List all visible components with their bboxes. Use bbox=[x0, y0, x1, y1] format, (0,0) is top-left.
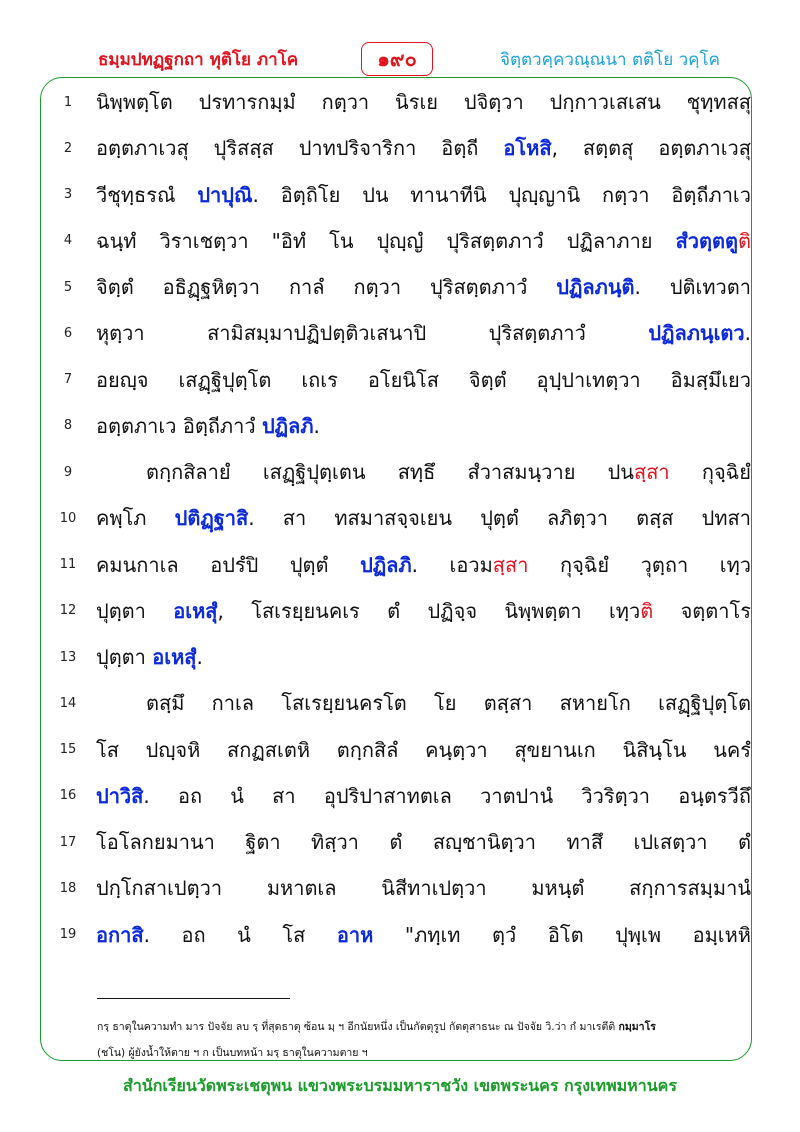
highlighted-verb: ปฏิลภิ bbox=[360, 552, 412, 577]
text-run: . อถ นํ สา อุปริปาสาทตเล วาตปานํ วิวริตฺวา อนฺตรวีถึ bbox=[143, 783, 751, 808]
red-fragment: สฺสา bbox=[633, 460, 670, 484]
line-text bbox=[96, 404, 751, 448]
line-number: 12 bbox=[59, 603, 77, 619]
highlighted-verb: อกาสิ bbox=[96, 922, 144, 947]
highlighted-verb: ปาปุณิ bbox=[197, 182, 253, 207]
line-text bbox=[96, 774, 751, 818]
line-text bbox=[96, 311, 751, 355]
line-number: 4 bbox=[63, 233, 73, 249]
text-line bbox=[48, 820, 753, 864]
text-run: คมนกาเล อปรํปิ ปุตฺตํ bbox=[96, 552, 361, 577]
footnote-line-2: (ชโน) ผู้ยังน้ำให้ตาย ฯ ก เป็นบทหน้า มรฺ ธาตุในความตาย ฯ bbox=[97, 1047, 368, 1059]
text-run: . เอวม bbox=[411, 552, 493, 577]
text-line bbox=[48, 913, 753, 957]
text-run: ตกฺกสิลายํ เสฏฺฐิปุตฺเตน สทฺธึ สํวาสมนฺวาย ปน bbox=[146, 460, 634, 484]
text-line bbox=[48, 774, 753, 818]
text-line bbox=[48, 219, 753, 263]
text-line bbox=[48, 265, 753, 309]
text-line bbox=[48, 173, 753, 217]
text-run: โส ปญฺจหิ สกฏสเตหิ ตกฺกสิลํ คนฺตฺวา สุขยานเก นิสินฺโน นครํ bbox=[96, 737, 751, 762]
page-number: ๑๙๐ bbox=[361, 42, 433, 76]
text-run: . bbox=[313, 413, 320, 438]
red-fragment: ติ bbox=[738, 228, 751, 253]
line-text bbox=[96, 173, 751, 217]
line-text bbox=[96, 80, 751, 124]
line-number: 15 bbox=[59, 742, 77, 757]
text-line bbox=[48, 80, 753, 124]
text-run: อตฺตภาเวสุ ปุริสสฺส ปาทปริจาริกา อิตฺถี bbox=[96, 136, 504, 161]
line-number: 9 bbox=[63, 464, 73, 480]
text-run: กุจฺฉิยํ วุตฺถา เทฺว bbox=[528, 552, 751, 577]
text-line bbox=[48, 311, 753, 355]
text-run: "ภทฺเท ตฺวํ อิโต ปุพฺเพ อมฺเหหิ bbox=[373, 922, 751, 947]
text-run: . อิตฺถิโย ปน ทานาทีนิ ปุญฺญานิ กตฺวา อิตฺถีภาเว bbox=[252, 182, 751, 207]
footer-institution: สำนักเรียนวัดพระเชตุพน แขวงพระบรมมหาราชวัง เขตพระนคร กรุงเทพมหานคร bbox=[123, 1076, 677, 1095]
text-run: กุจฺฉิยํ bbox=[669, 460, 751, 484]
text-run: . bbox=[196, 645, 203, 669]
line-text bbox=[96, 635, 751, 679]
highlighted-verb: อาห bbox=[336, 922, 374, 947]
footnote-line-1 bbox=[97, 1018, 733, 1035]
footnote-term: กมฺมาโร bbox=[618, 1021, 656, 1033]
line-number: 10 bbox=[59, 510, 77, 526]
text-run: โอโลกยมานา ฐิตา ทิสฺวา ตํ สญฺชานิตฺวา ทาสึ เปเสตฺวา ตํ bbox=[96, 830, 751, 854]
highlighted-verb: อเหสุํ bbox=[152, 645, 197, 669]
highlighted-verb: ปติฏฺฐาสิ bbox=[174, 506, 249, 531]
line-text bbox=[96, 265, 751, 309]
line-text bbox=[96, 126, 751, 170]
text-line bbox=[48, 404, 753, 448]
line-text bbox=[96, 913, 751, 957]
line-number: 3 bbox=[63, 187, 73, 202]
text-run: ฉนฺทํ วิราเชตฺวา "อิทํ โน ปุญฺญํ ปุริสตฺตภาวํ ปฏิลาภาย bbox=[96, 228, 676, 253]
line-text bbox=[96, 496, 751, 540]
line-number: 1 bbox=[63, 94, 73, 110]
text-run: อตฺตภาเว อิตฺถีภาวํ bbox=[96, 413, 262, 438]
highlighted-verb: ปฏิลภนฺติ bbox=[556, 275, 635, 299]
text-run: . ปติเทวตา bbox=[634, 275, 751, 299]
line-number: 8 bbox=[63, 418, 73, 434]
line-number: 19 bbox=[59, 927, 77, 942]
text-run: , สตฺตสุ อตฺตภาเวสุ bbox=[551, 136, 751, 161]
text-line bbox=[48, 866, 753, 910]
text-line bbox=[48, 543, 753, 587]
footnote-rule bbox=[97, 998, 290, 999]
text-line bbox=[48, 358, 753, 402]
running-head-right: จิตฺตวคฺควณฺณนา ตติโย วคฺโค bbox=[500, 50, 720, 70]
highlighted-verb: อเหสุํ bbox=[173, 598, 218, 623]
highlighted-verb: อโหสิ bbox=[503, 136, 552, 161]
text-run: . bbox=[744, 321, 751, 346]
line-text bbox=[96, 219, 751, 263]
line-text bbox=[96, 589, 751, 633]
text-run: ปุตฺตา bbox=[96, 598, 174, 623]
text-run: . อถ นํ โส bbox=[143, 922, 337, 947]
line-text bbox=[96, 728, 751, 772]
text-line bbox=[48, 635, 753, 679]
red-fragment: สฺสา bbox=[492, 552, 529, 577]
text-run: จิตฺตํ อธิฏฺฐหิตฺวา กาลํ กตฺวา ปุริสตฺตภาวํ bbox=[96, 275, 557, 299]
line-number: 11 bbox=[59, 557, 77, 572]
text-run: จตฺตาโร bbox=[653, 598, 751, 623]
line-text bbox=[96, 543, 751, 587]
line-number: 7 bbox=[63, 372, 73, 387]
text-run: คพฺโภ bbox=[96, 506, 175, 531]
text-run: . สา ทสมาสจฺจเยน ปุตฺตํ ลภิตฺวา ตสฺส ปทสา bbox=[248, 506, 751, 531]
highlighted-verb: ปาวิสิ bbox=[96, 783, 144, 808]
line-text bbox=[96, 866, 751, 910]
line-number: 16 bbox=[59, 788, 77, 804]
line-text bbox=[96, 358, 751, 402]
line-number: 13 bbox=[59, 649, 77, 665]
text-run: อยญฺจ เสฏฺฐิปุตฺโต เถเร อโยนิโส จิตฺตํ อุปฺปาเทตฺวา อิมสฺมึเยว bbox=[96, 367, 751, 392]
text-line bbox=[48, 589, 753, 633]
line-number: 5 bbox=[63, 279, 73, 295]
footnote-text: กรฺ ธาตุในความทำ มาร ปัจจัย ลบ รฺ ที่สุดธาตุ ซ้อน มฺ ฯ อีกนัยหนึ่ง เป็นกัตตุรูป กัตตุสาธนะ ณ ปัจจัย วิ.ว่า กํ มาเรตีติ bbox=[97, 1021, 619, 1033]
text-run: หุตฺวา สามิสมฺมาปฏิปตฺติวเสนาปิ ปุริสตฺตภาวํ bbox=[96, 321, 649, 346]
line-text bbox=[96, 820, 751, 864]
text-run: , โสเรยฺยนคเร ตํ ปฏิจฺจ นิพฺพตฺตา เทฺว bbox=[217, 598, 641, 623]
text-run: ปกฺโกสาเปตฺวา มหาตเล นิสีทาเปตฺวา มหนฺตํ สกฺการสมฺมานํ bbox=[96, 876, 751, 901]
text-run: วีชุทฺธรณํ bbox=[96, 182, 198, 207]
text-run: ตสฺมึ กาเล โสเรยฺยนครโต โย ตสฺสา สหายโก เสฏฺฐิปุตฺโต bbox=[146, 691, 751, 716]
text-run: ปุตฺตา bbox=[96, 645, 153, 669]
line-number: 14 bbox=[59, 695, 77, 711]
line-number: 17 bbox=[59, 834, 77, 850]
text-line bbox=[48, 496, 753, 540]
red-fragment: ติ bbox=[640, 598, 654, 623]
highlighted-verb: ปฏิลภิ bbox=[261, 413, 314, 438]
line-number: 2 bbox=[63, 140, 73, 156]
text-run: นิพฺพตฺโต ปรทารกมฺมํ กตฺวา นิรเย ปจิตฺวา ปกฺกาวเสเสน ชุทฺทสสุ bbox=[96, 90, 751, 114]
text-line bbox=[48, 681, 753, 725]
running-head-left: ธมฺมปทฏฺฐกถา ทุติโย ภาโค bbox=[98, 50, 299, 70]
line-number: 6 bbox=[63, 325, 73, 341]
line-text bbox=[146, 450, 751, 494]
text-line bbox=[48, 450, 753, 494]
highlighted-verb: สํวตฺตตู bbox=[675, 228, 738, 253]
highlighted-verb: ปฏิลภนฺเตว bbox=[648, 321, 745, 346]
line-number: 18 bbox=[59, 880, 77, 896]
line-text bbox=[146, 681, 751, 725]
text-line bbox=[48, 728, 753, 772]
text-line bbox=[48, 126, 753, 170]
